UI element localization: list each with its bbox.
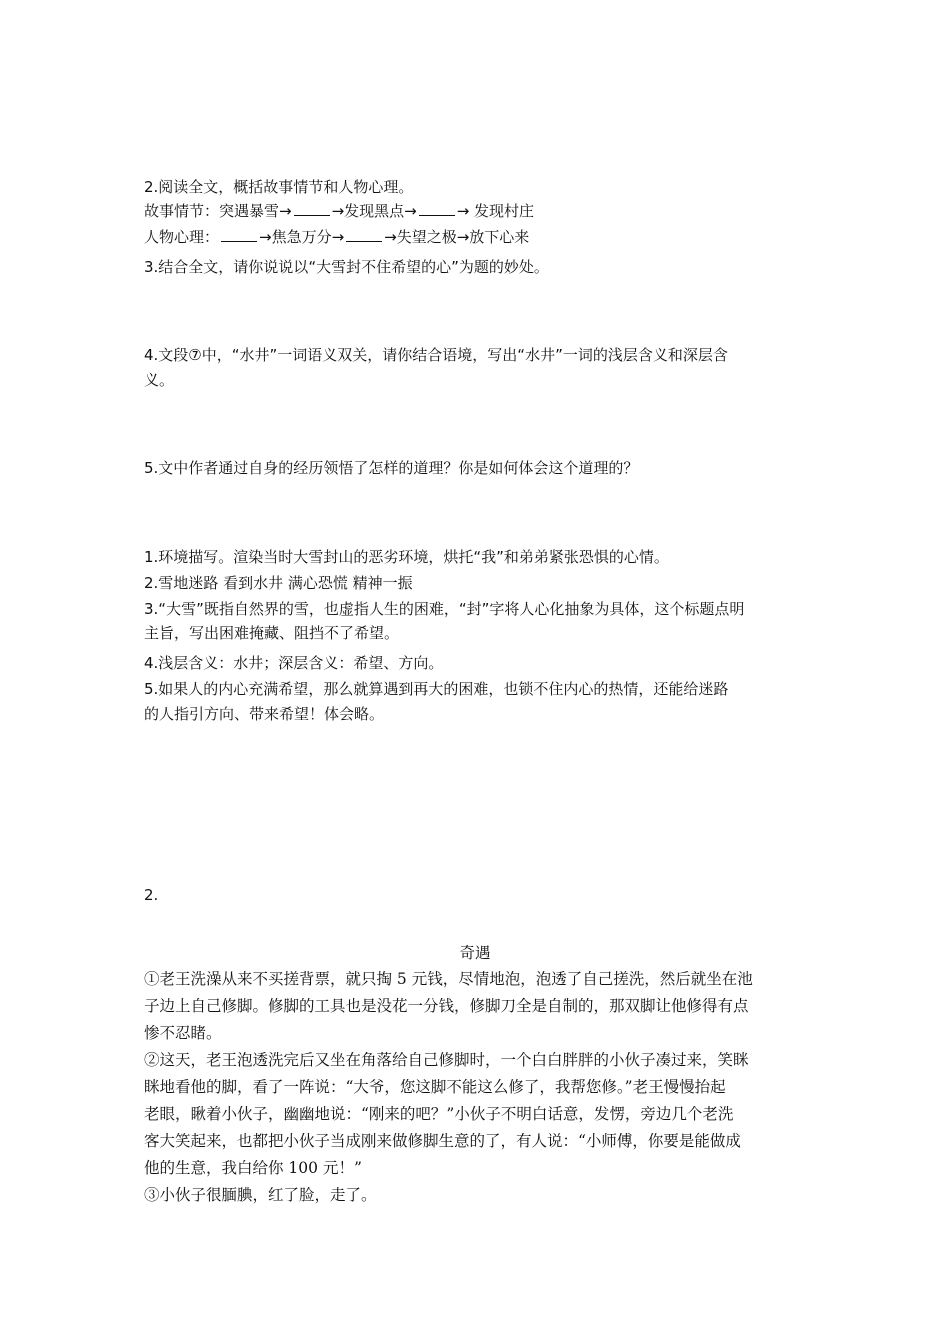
answer-5-line-1: 5.如果人的内心充满希望，那么就算遇到再大的困难，也锁不住内心的热情，还能给迷路 xyxy=(144,680,729,698)
answer-blank[interactable] xyxy=(419,201,455,216)
plot-text-b: →发现黑点→ xyxy=(331,202,417,220)
mind-text-a: 人物心理： xyxy=(144,228,220,246)
answer-blank[interactable] xyxy=(221,227,257,242)
answer-5-line-2: 的人指引方向、带来希望！体会略。 xyxy=(144,705,385,723)
question-2-title: 2.阅读全文，概括故事情节和人物心理。 xyxy=(144,178,414,196)
question-2-plot-line xyxy=(144,200,812,222)
story-p2-line-4: 客大笑起来，也都把小伙子当成刚来做修脚生意的了，有人说：“小师傅，你要是能做成 xyxy=(144,1132,741,1150)
story-p1-line-3: 惨不忍睹。 xyxy=(144,1024,222,1042)
answer-2: 2.雪地迷路 看到水井 满心恐慌 精神一振 xyxy=(144,574,413,592)
answer-blank[interactable] xyxy=(294,201,330,216)
story-p2-line-1: ②这天，老王泡透洗完后又坐在角落给自己修脚时，一个白白胖胖的小伙子凑过来，笑眯 xyxy=(144,1051,749,1069)
answer-blank[interactable] xyxy=(346,227,382,242)
plot-text-c: → 发现村庄 xyxy=(456,202,535,220)
question-4-line-2: 义。 xyxy=(144,371,175,389)
story-p3-line-1: ③小伙子很腼腆，红了脸，走了。 xyxy=(144,1186,377,1204)
story-p2-line-2: 眯地看他的脚，看了一阵说：“大爷，您这脚不能这么修了，我帮您修。”老王慢慢抬起 xyxy=(144,1078,726,1096)
question-4-line-1: 4.文段⑦中，“水井”一词语义双关，请你结合语境，写出“水井”一词的浅层含义和深层含 xyxy=(144,346,728,364)
question-5: 5.文中作者通过自身的经历领悟了怎样的道理？你是如何体会这个道理的？ xyxy=(144,459,639,477)
answer-1: 1.环境描写。渲染当时大雪封山的恶劣环境，烘托“我”和弟弟紧张恐惧的心情。 xyxy=(144,548,669,566)
story-p1-line-2: 子边上自己修脚。修脚的工具也是没花一分钱，修脚刀全是自制的，那双脚让他修得有点 xyxy=(144,997,749,1015)
plot-text-a: 故事情节：突遇暴雪→ xyxy=(144,202,292,220)
section-number: 2. xyxy=(144,886,159,904)
mind-text-b: →焦急万分→ xyxy=(259,228,345,246)
story-p2-line-5: 他的生意，我白给你 100 元！” xyxy=(144,1159,362,1177)
story-title: 奇遇 xyxy=(459,944,491,962)
answer-4: 4.浅层含义：水井；深层含义：希望、方向。 xyxy=(144,654,444,672)
story-p1-line-1: ①老王洗澡从来不买搓背票，就只掏 5 元钱，尽情地泡，泡透了自己搓洗，然后就坐在池 xyxy=(144,970,753,988)
answer-3-line-1: 3.“大雪”既指自然界的雪，也虚指人生的困难，“封”字将人心化抽象为具体，这个标题点明 xyxy=(144,600,745,618)
story-p2-line-3: 老眼，瞅着小伙子，幽幽地说：“刚来的吧？”小伙子不明白话意，发愣，旁边几个老洗 xyxy=(144,1105,734,1123)
answer-3-line-2: 主旨，写出困难掩藏、阻挡不了希望。 xyxy=(144,624,400,642)
question-3: 3.结合全文，请你说说以“大雪封不住希望的心”为题的妙处。 xyxy=(144,258,549,276)
question-2-mind-line xyxy=(144,226,812,248)
mind-text-c: →失望之极→放下心来 xyxy=(384,228,530,246)
